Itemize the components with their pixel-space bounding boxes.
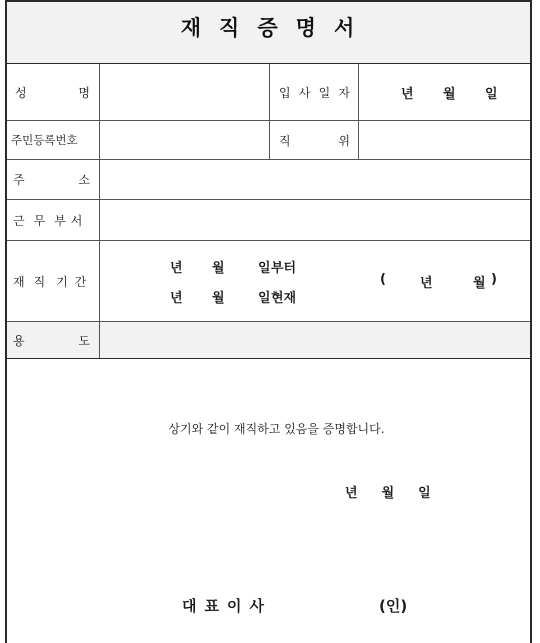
- department-field[interactable]: [100, 200, 530, 240]
- title-char: 직: [219, 16, 242, 40]
- label-char: 근: [13, 213, 25, 228]
- join-date-field[interactable]: [359, 64, 530, 120]
- label-char: 명: [78, 85, 90, 100]
- label-char: 간: [74, 274, 87, 289]
- year-unit: 년: [401, 86, 414, 102]
- resident-number-field[interactable]: [100, 121, 270, 159]
- day-unit: 일: [258, 261, 271, 276]
- certification-statement: 상기와 같이 재직하고 있음을 증명합니다.: [168, 422, 385, 436]
- label-char: 무: [33, 213, 46, 228]
- title-char: 명: [295, 16, 318, 40]
- certification-body: [7, 359, 530, 643]
- department-row: [7, 200, 530, 241]
- year-unit: 년: [420, 276, 433, 291]
- day-unit: 일: [485, 86, 498, 102]
- month-unit: 월: [212, 261, 225, 276]
- close-paren: ): [491, 272, 497, 287]
- label-char: 일: [318, 85, 331, 100]
- department-label: [7, 200, 100, 240]
- ceo-char: 대: [182, 597, 197, 615]
- document-title: [7, 12, 530, 42]
- open-paren: (: [380, 272, 386, 287]
- year-unit: 년: [345, 486, 358, 501]
- label-char: 직: [279, 133, 291, 148]
- name-field[interactable]: [100, 64, 270, 120]
- join-date-label: [270, 64, 359, 120]
- label-char: 기: [56, 274, 68, 289]
- label-char: 용: [13, 333, 25, 348]
- name-label: [7, 64, 100, 120]
- resident-number-row: [7, 121, 530, 160]
- purpose-label: [7, 322, 100, 358]
- name-row: [7, 64, 530, 121]
- title-char: 서: [333, 16, 357, 40]
- label-char: 성: [15, 85, 27, 100]
- employment-period-label: [7, 241, 100, 321]
- label-char: 도: [78, 333, 90, 348]
- title-bar: [7, 2, 530, 64]
- label-char: 소: [78, 173, 90, 187]
- label-char: 위: [338, 133, 350, 148]
- label-char: 주: [13, 173, 25, 187]
- ceo-title: [182, 595, 270, 616]
- year-unit: 년: [170, 291, 183, 306]
- year-unit: 년: [170, 261, 183, 276]
- issue-date: [345, 482, 455, 501]
- position-label: [270, 121, 359, 159]
- label-char: 부: [54, 213, 66, 228]
- day-unit: 일: [418, 486, 431, 501]
- address-row: [7, 160, 530, 200]
- label-char: 사: [298, 85, 311, 100]
- address-label: [7, 160, 100, 199]
- purpose-row: [7, 322, 530, 359]
- ceo-char: 사: [249, 597, 264, 615]
- day-unit: 일: [258, 291, 271, 306]
- month-unit: 월: [381, 486, 395, 501]
- from-suffix: 부터: [271, 261, 297, 276]
- label-char: 직: [33, 274, 46, 289]
- label-char: 자: [338, 85, 350, 100]
- title-char: 증: [257, 16, 280, 40]
- label-char: 서: [70, 213, 83, 228]
- employment-period-row: [7, 241, 530, 322]
- period-dates-field[interactable]: [100, 241, 530, 321]
- label-char: 입: [279, 85, 291, 100]
- position-field[interactable]: [359, 121, 530, 159]
- resident-number-label: 주민등록번호: [7, 121, 100, 159]
- month-unit: 월: [212, 291, 225, 306]
- label-char: 재: [13, 274, 25, 289]
- ceo-char: 이: [227, 597, 242, 615]
- purpose-field[interactable]: [100, 322, 530, 358]
- title-char: 재: [180, 16, 204, 40]
- employment-certificate-form: [5, 0, 532, 643]
- month-unit: 월: [443, 86, 456, 102]
- to-suffix: 현재: [271, 291, 297, 306]
- seal-mark: (인): [379, 597, 408, 615]
- month-unit: 월: [473, 276, 486, 291]
- ceo-char: 표: [204, 597, 219, 615]
- address-field[interactable]: [100, 160, 530, 199]
